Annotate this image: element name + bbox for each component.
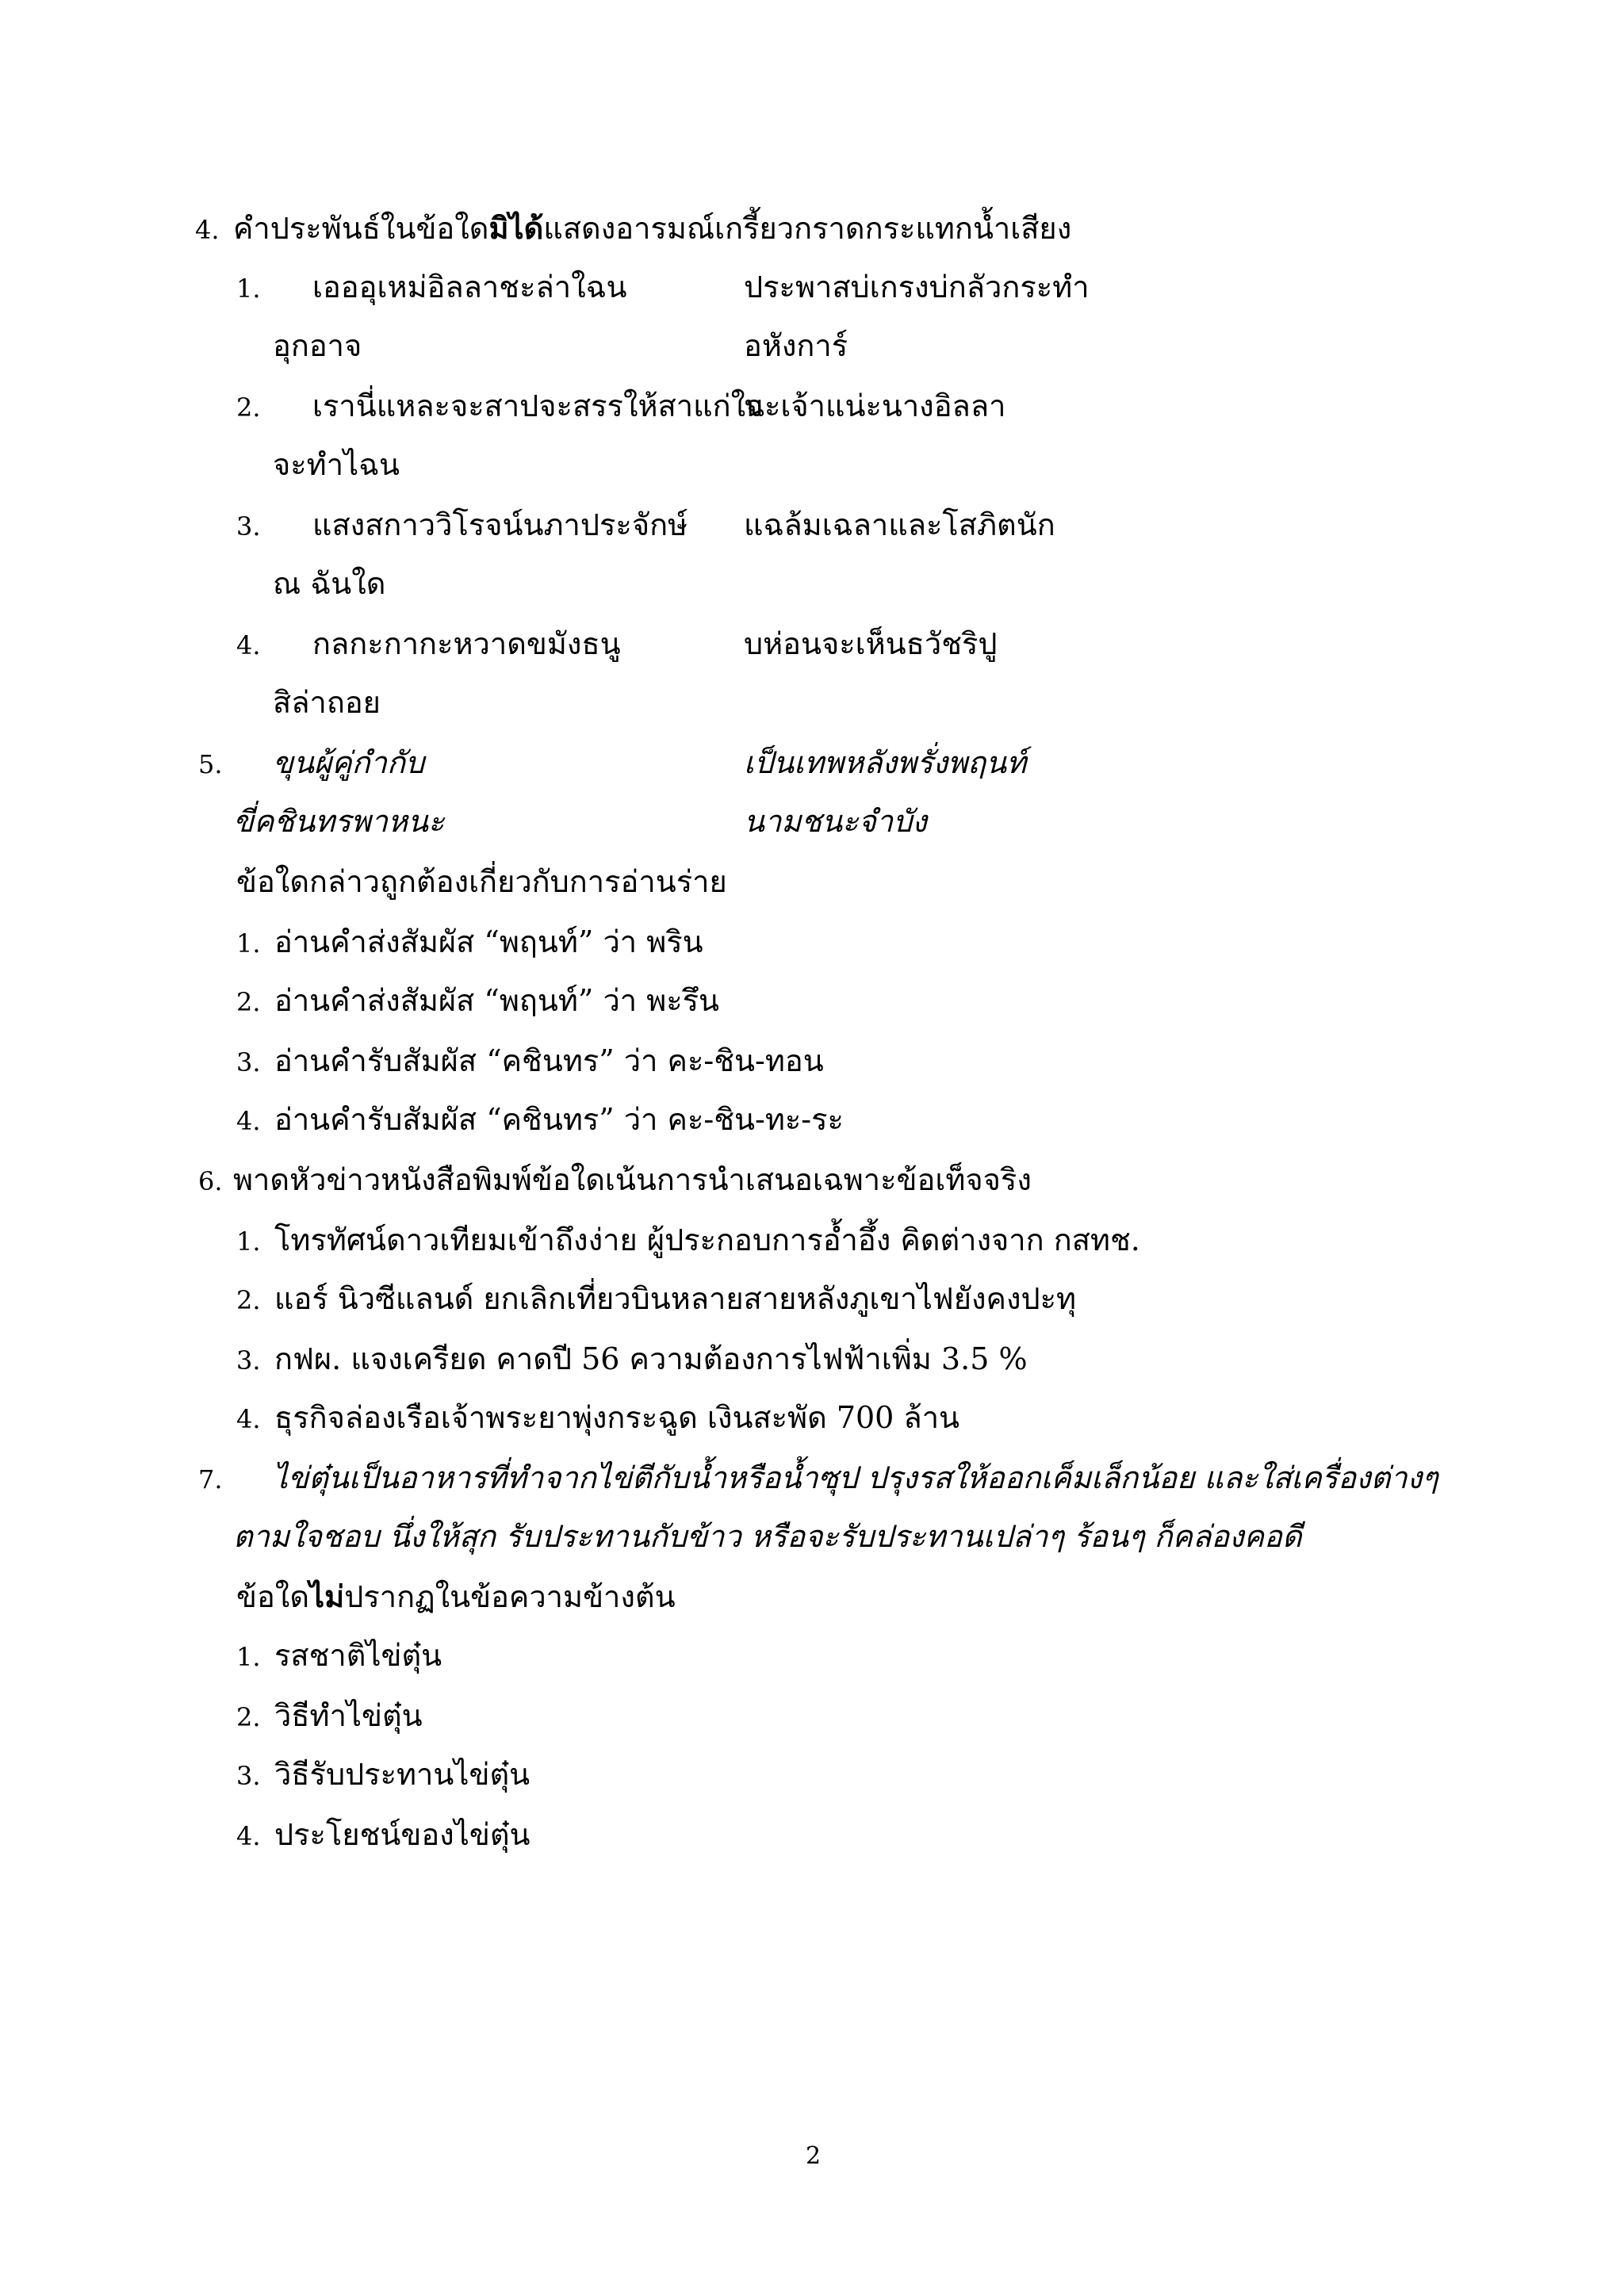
option-number: 1.: [236, 274, 261, 304]
option-number: 1.: [236, 928, 261, 959]
option-text: แอร์ นิวซีแลนด์ ยกเลิกเที่ยวบินหลายสายหลังภูเขาไฟยังคงปะทุ: [274, 1281, 1077, 1316]
option-number: 4.: [236, 1821, 261, 1851]
verse-right: นะเจ้าแน่ะนางอิลลา: [744, 388, 1006, 423]
emphasis-text: ไม่: [309, 1578, 345, 1614]
option-number: 3.: [236, 1761, 261, 1791]
option-number: 2.: [236, 392, 261, 423]
question-stem: พาดหัวข่าวหนังสือพิมพ์ข้อใดเน้นการนำเสนอเฉพาะข้อเท็จจริง: [233, 1162, 1032, 1197]
verse-continuation: อหังการ์: [744, 328, 848, 363]
option-text: อ่านคำรับสัมผัส “คชินทร” ว่า คะ-ชิน-ทอน: [274, 1043, 824, 1078]
option-text: อ่านคำส่งสัมผัส “พฤนท์” ว่า พะรึน: [274, 983, 720, 1018]
option-number: 4.: [236, 1106, 261, 1136]
question-number: 5.: [198, 749, 223, 779]
verse-continuation: ณ ฉันใด: [273, 566, 386, 601]
verse-right: แฉล้มเฉลาและโสภิตนัก: [744, 507, 1055, 542]
option-text: โทรทัศน์ดาวเทียมเข้าถึงง่าย ผู้ประกอบการอ้ำอึ้ง คิดต่างจาก กสทช.: [274, 1223, 1140, 1257]
verse-right: บห่อนจะเห็นธวัชริปู: [744, 626, 998, 661]
option-text: ประโยชน์ของไข่ตุ๋น: [274, 1817, 530, 1852]
option-text: วิธีทำไข่ตุ๋น: [274, 1698, 423, 1733]
option-number: 3.: [236, 511, 261, 541]
verse-right: ประพาสบ่เกรงบ่กลัวกระทำ: [744, 270, 1090, 304]
option-text: ธุรกิจล่องเรือเจ้าพระยาพุ่งกระฉูด เงินสะพัด 700 ล้าน: [274, 1400, 960, 1435]
option-number: 2.: [236, 1285, 261, 1315]
question-number: 7.: [198, 1464, 223, 1494]
option-text: อ่านคำรับสัมผัส “คชินทร” ว่า คะ-ชิน-ทะ-ระ: [274, 1102, 844, 1137]
option-text: อ่านคำส่งสัมผัส “พฤนท์” ว่า พริน: [274, 924, 703, 959]
option-text: รสชาติไข่ตุ๋น: [274, 1638, 442, 1673]
verse-left: กลกะกากะหวาดขมังธนู: [312, 626, 621, 661]
question-stem: คำประพันธ์ในข้อใดมิได้แสดงอารมณ์เกรี้ยวกราดกระแทกน้ำเสียง: [233, 210, 1072, 246]
verse-right: เป็นเทพหลังพรั่งพฤนท์: [744, 745, 1027, 780]
question-number: 6.: [198, 1166, 223, 1196]
passage-line: ไข่ตุ๋นเป็นอาหารที่ทำจากไข่ตีกับน้ำหรือน้ำซุป ปรุงรสให้ออกเค็มเล็กน้อย และใส่เครื่องต่างๆ: [273, 1460, 1438, 1495]
option-number: 4.: [236, 630, 261, 660]
verse-continuation: อุกอาจ: [273, 328, 362, 363]
verse-left: เรานี่แหละจะสาปจะสรรให้สาแก่ใจ: [312, 388, 764, 423]
verse-left: แสงสกาววิโรจน์นภาประจักษ์: [312, 507, 688, 542]
verse-left: เอออุเหม่อิลลาชะล่าใฉน: [312, 270, 627, 304]
option-number: 2.: [236, 1702, 261, 1732]
verse-left: ขุนผู้คู่กำกับ: [273, 745, 425, 780]
question-stem: ข้อใดกล่าวถูกต้องเกี่ยวกับการอ่านร่าย: [236, 864, 727, 899]
option-number: 2.: [236, 987, 261, 1017]
option-number: 3.: [236, 1345, 261, 1376]
question-number: 4.: [195, 215, 220, 245]
verse-continuation: จะทำไฉน: [273, 447, 400, 482]
emphasis-text: มิได้: [488, 210, 544, 246]
option-text: วิธีรับประทานไข่ตุ๋น: [274, 1757, 530, 1792]
question-stem: ข้อใดไม่ปรากฏในข้อความข้างต้น: [236, 1578, 676, 1614]
option-number: 4.: [236, 1404, 261, 1434]
passage-line: ตามใจชอบ นึ่งให้สุก รับประทานกับข้าว หรือจะรับประทานเปล่าๆ ร้อนๆ ก็คล่องคอดี: [233, 1519, 1302, 1554]
option-number: 3.: [236, 1047, 261, 1077]
option-text: กฟผ. แจงเครียด คาดปี 56 ความต้องการไฟฟ้าเพิ่ม 3.5 %: [274, 1341, 1028, 1376]
option-number: 1.: [236, 1642, 261, 1672]
option-number: 1.: [236, 1226, 261, 1257]
verse-continuation: สิล่าถอย: [273, 685, 381, 720]
page-number: 2: [806, 2142, 822, 2170]
verse-left: ขี่คชินทรพาหนะ: [233, 804, 445, 839]
verse-right: นามชนะจำบัง: [744, 804, 927, 839]
